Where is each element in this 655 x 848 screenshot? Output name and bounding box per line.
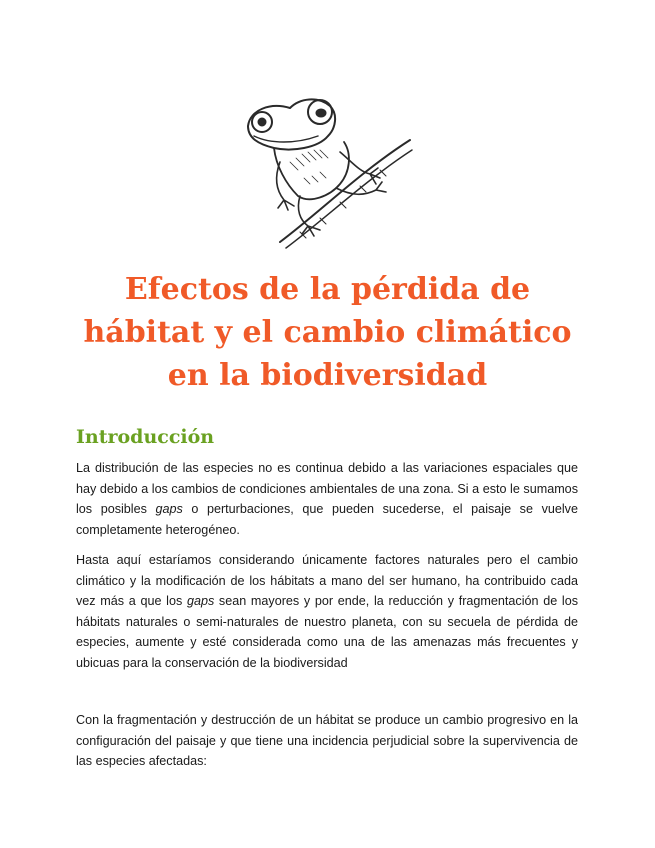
paragraph-2 — [76, 550, 578, 674]
frog-sketch-icon — [240, 92, 420, 252]
paragraph-1-text-b: o perturbaciones, que pueden sucederse, el paisaje se vuelve completamente heterogéneo. — [76, 502, 578, 537]
title-line-1: Efectos de la pérdida de — [124, 272, 531, 307]
paragraph-3: Con la fragmentación y destrucción de un hábitat se produce un cambio progresivo en la configuración del paisaje y que tiene una incidencia perjudicial sobre la supervivencia de las especies afectadas: — [76, 713, 578, 769]
paragraph-2-text-b: sean mayores y por ende, la reducción y fragmentación de los hábitats naturales o semi-naturales de nuestro planeta, con su secuela de pérdida de especies, aumente y esté considerada como una de las amenazas más frecuentes y ubicuas para la conservación de la biodiversidad — [76, 594, 579, 670]
document-title — [60, 268, 595, 397]
title-line-2: hábitat y el cambio climático — [83, 315, 572, 350]
paragraph-2-emphasis: gaps — [186, 594, 215, 609]
section-heading-introduccion: Introducción — [76, 426, 215, 448]
paragraph-1 — [76, 458, 578, 540]
paragraph-1-text-a: La distribución de las especies no es continua debido a las variaciones espaciales que hay debido a los cambios de condiciones ambientales de una zona. Si a esto le sumamos los posibles — [76, 461, 578, 517]
paragraph-2-text-a: Hasta aquí estaríamos considerando únicamente factores naturales pero el cambio climático y la modificación de los hábitats a mano del ser humano, ha contribuido cada vez más a que los — [76, 553, 578, 609]
paragraph-1-emphasis: gaps — [155, 502, 183, 517]
title-line-3: en la biodiversidad — [167, 358, 488, 393]
